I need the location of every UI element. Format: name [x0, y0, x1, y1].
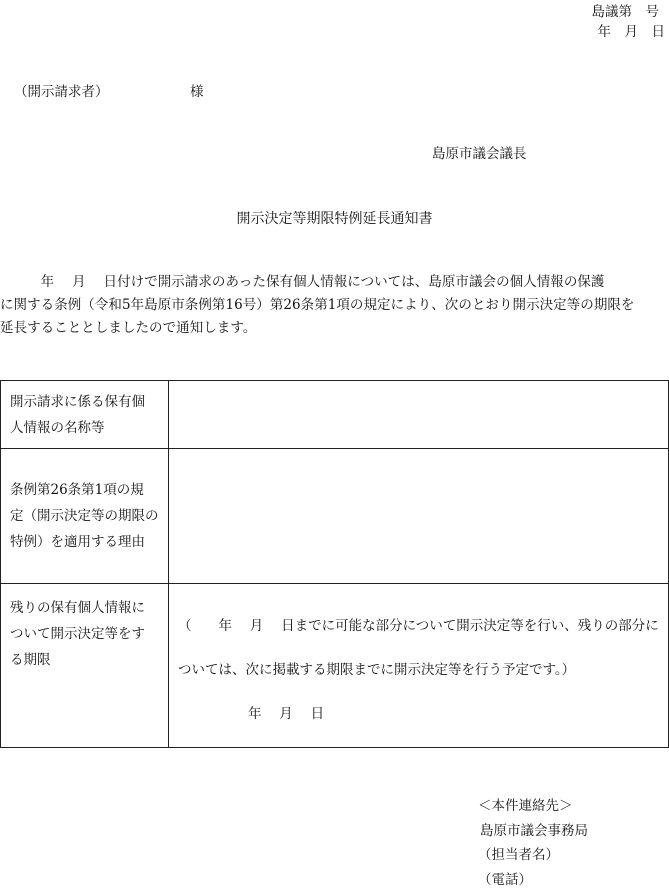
contact-office: 島原市議会事務局: [478, 819, 588, 844]
row-value-deadline: [169, 584, 669, 748]
deadline-note-line: （ 年 月 日までに可能な部分について開示決定等を行い、残りの部分に: [178, 615, 668, 637]
contact-person: （担当者名）: [478, 843, 588, 868]
issuer-name: 島原市議会議長: [432, 142, 527, 162]
notice-detail-table: [0, 380, 669, 748]
notice-body-line: 年 月 日付けで開示請求のあった保有個人情報については、島原市議会の個人情報の保護: [0, 271, 669, 294]
row-label-reason: 条例第26条第1項の規 定（開示決定等の期限の 特例）を適用する理由: [1, 449, 169, 584]
addressee-label: （開示請求者）: [14, 84, 109, 100]
document-date: 年 月 日: [598, 20, 666, 40]
row-value-info-name: [169, 381, 669, 449]
row-label-deadline: 残りの保有個人情報に ついて開示決定等をす る期限: [1, 584, 169, 748]
addressee: [14, 80, 109, 100]
table-row: [1, 449, 669, 584]
contact-phone: （電話）: [478, 868, 588, 892]
deadline-date: 年 月 日: [178, 703, 668, 725]
row-label-info-name: 開示請求に係る保有個 人情報の名称等: [1, 381, 169, 449]
contact-block: [478, 794, 588, 892]
table-row: [1, 584, 669, 748]
deadline-note-line: ついては、次に掲載する期限までに開示決定等を行う予定です。）: [178, 659, 668, 681]
notice-body: [0, 271, 669, 340]
notice-body-line: 延長することとしましたので通知します。: [0, 317, 669, 340]
table-row: [1, 381, 669, 449]
document-title: 開示決定等期限特例延長通知書: [0, 208, 669, 228]
document-number: 島議第 号: [592, 0, 660, 20]
contact-heading: ＜本件連絡先＞: [478, 794, 588, 819]
row-value-reason: [169, 449, 669, 584]
addressee-honorific: 様: [190, 80, 204, 100]
notice-body-line: に関する条例（令和5年島原市条例第16号）第26条第1項の規定により、次のとおり開示決定等の期限を: [0, 294, 669, 317]
